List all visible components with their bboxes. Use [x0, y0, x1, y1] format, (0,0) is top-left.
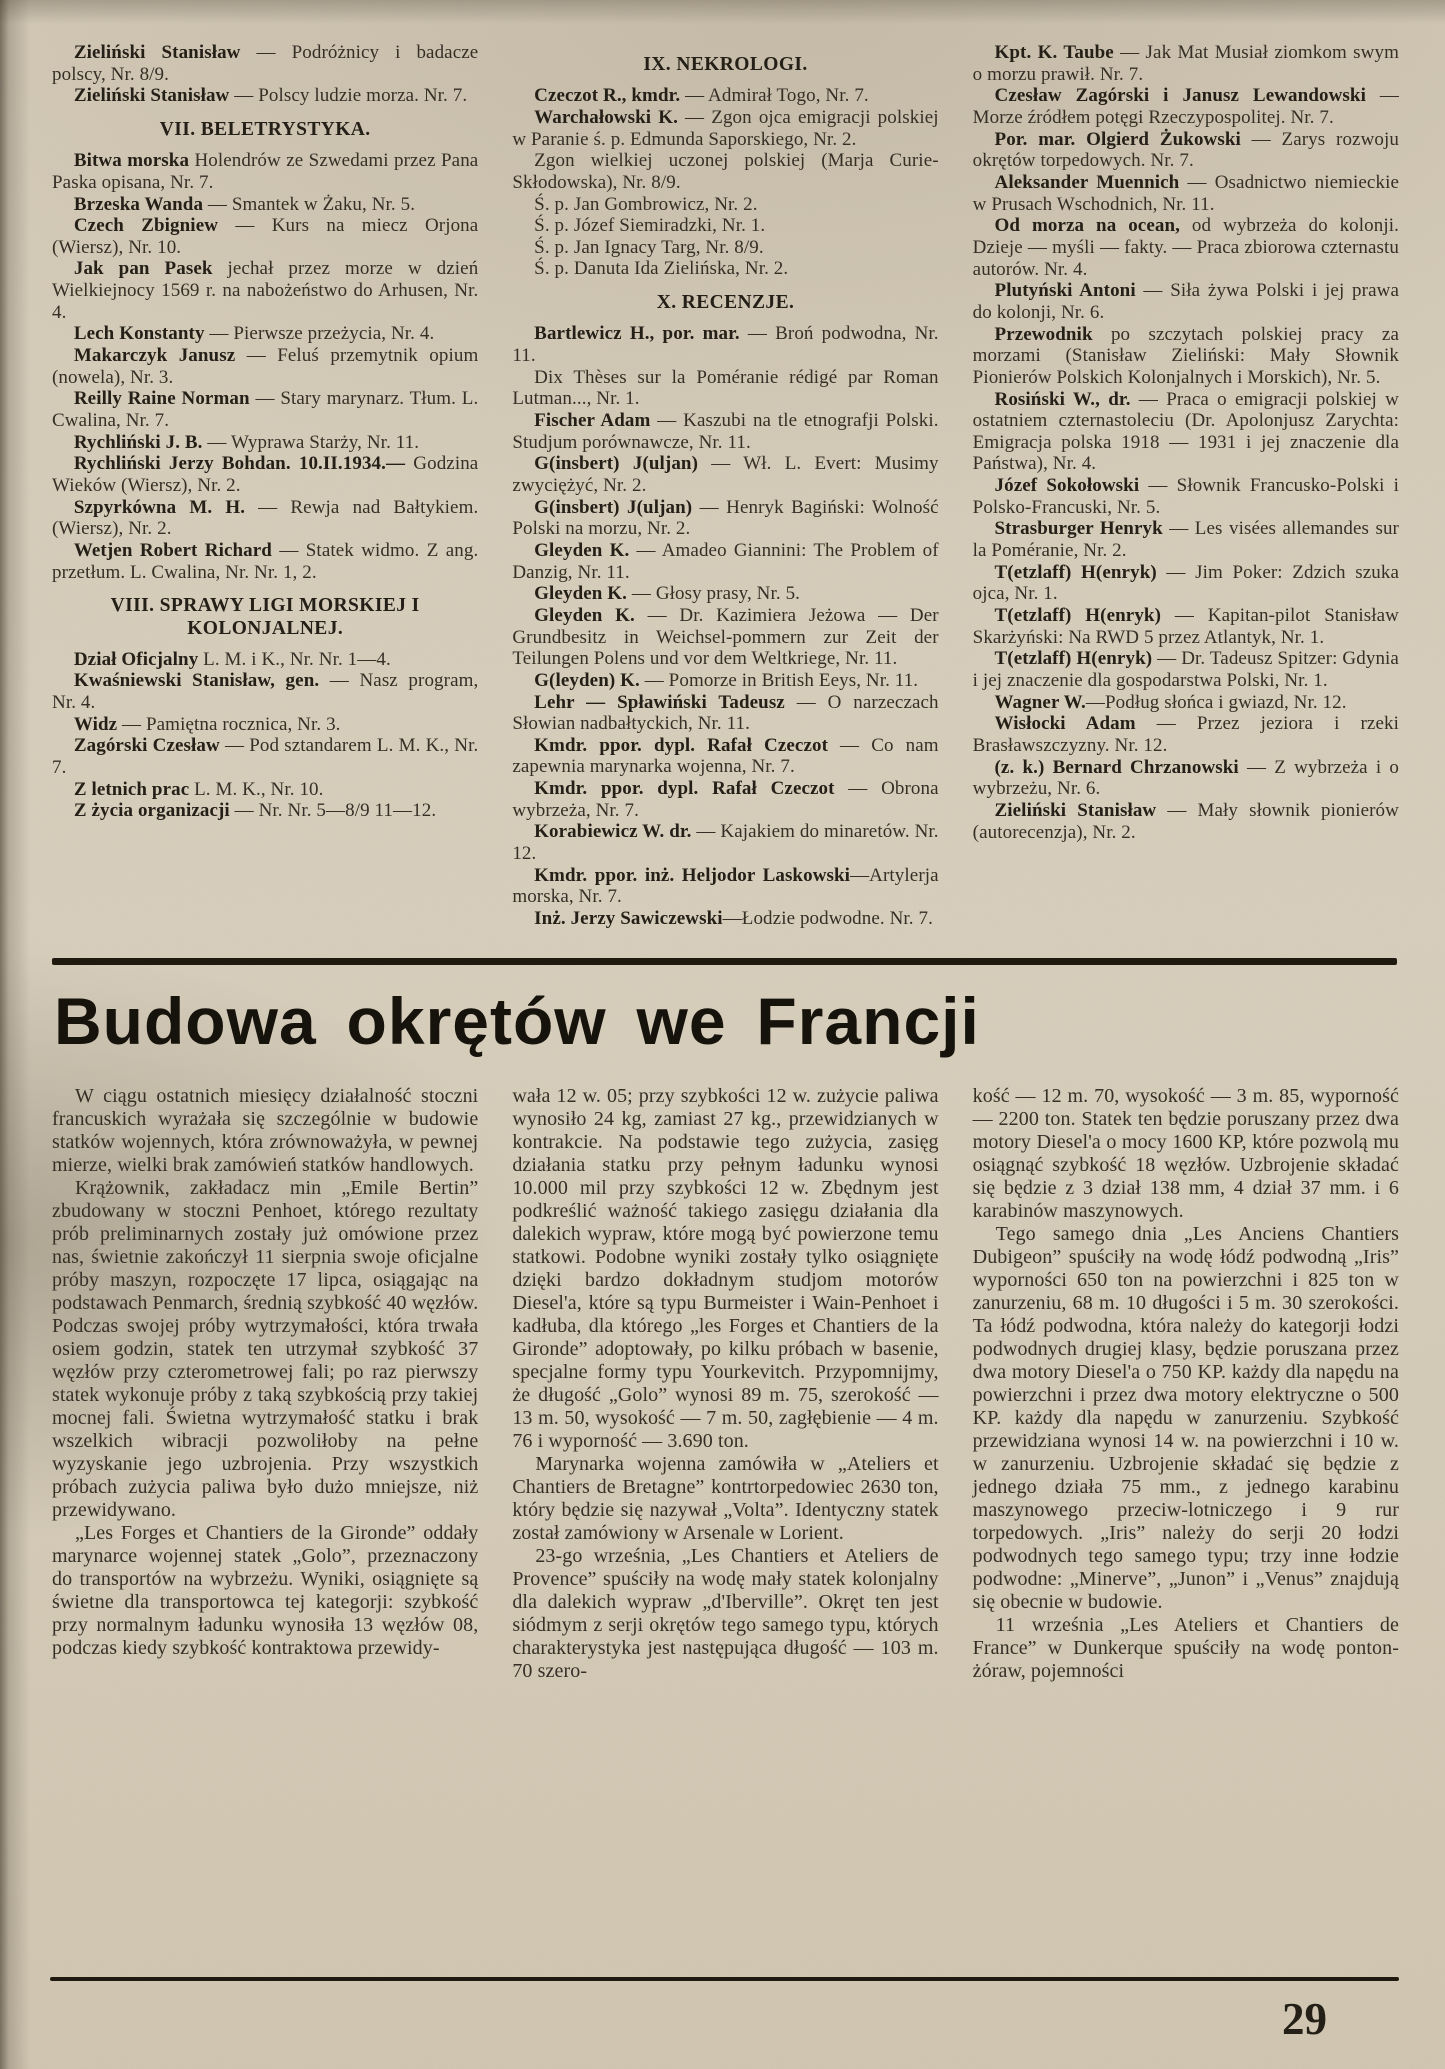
bib-column-3: [973, 42, 1399, 930]
bibliography-entry: Kmdr. ppor. inż. Heljodor Laskowski—Artylerja morska, Nr. 7.: [512, 864, 939, 908]
bibliography-entry: Jak pan Pasek jechał przez morze w dzień Wielkiejnocy 1569 r. na nabożeństwo do Arhusen, Nr. 4.: [52, 258, 479, 323]
bibliography-entry: Aleksander Muennich — Osadnictwo niemieckie w Prusach Wschodnich, Nr. 11.: [972, 171, 1399, 215]
bibliography-entry: Ś. p. Józef Siemiradzki, Nr. 1.: [534, 215, 766, 237]
article-paragraph: 11 września „Les Ateliers et Chantiers de France” w Dunkerque spuściły na wodę ponton-żóraw, pojemności: [972, 1613, 1399, 1682]
bibliography-entry: Wetjen Robert Richard — Statek widmo. Z ang. przetłum. L. Cwalina, Nr. Nr. 1, 2.: [52, 540, 479, 583]
bibliography-entry: Ś. p. Danuta Ida Zielińska, Nr. 2.: [534, 258, 789, 280]
bibliography-entry: Przewodnik po szczytach polskiej pracy za morzami (Stanisław Zieliński: Mały Słownik Pionierów Polskich Kolonjalnych i Morskich), Nr. 5.: [972, 323, 1399, 388]
section-heading: VII. BELETRYSTYKA.: [159, 118, 371, 140]
bibliography-entry: Gleyden K. — Dr. Kazimiera Jeżowa — Der Grundbesitz in Weichsel-pommern zur Zeit der Teilungen Polens und vor dem Weltkriege, Nr. 11.: [512, 604, 939, 670]
bibliography-entry: Kmdr. ppor. dypl. Rafał Czeczot — Co nam zapewnia marynarka wojenna, Nr. 7.: [512, 734, 939, 778]
bibliography-entry: Plutyński Antoni — Siła żywa Polski i jej prawa do kolonji, Nr. 6.: [972, 280, 1399, 323]
bibliography-entry: Lech Konstanty — Pierwsze przeżycia, Nr. 4.: [73, 323, 435, 345]
bibliography-entry: Ś. p. Jan Ignacy Targ, Nr. 8/9.: [534, 236, 764, 258]
bibliography-entry: Lehr — Spławiński Tadeusz — O narzeczach Słowian nadbałtyckich, Nr. 11.: [512, 691, 939, 735]
article-paragraph: kość — 12 m. 70, wysokość — 3 m. 85, wyporność — 2200 ton. Statek ten będzie poruszany przez dwa motory Diesel'a o mocy 1600 KP, które pozwolą mu osiągnąć szybkość 18 węzłów. Uzbrojenie składać się będzie z 3 dział 138 mm, 4 dział 37 mm. i 6 karabinów maszynowych.: [972, 1084, 1399, 1222]
bibliography-entry: Józef Sokołowski — Słownik Francusko-Polski i Polsko-Francuski, Nr. 5.: [972, 475, 1399, 518]
bibliography-entry: G(leyden) K. — Pomorze in British Eeys, Nr. 11.: [534, 669, 919, 691]
bibliography-entry: T(etzlaff) H(enryk) — Kapitan-pilot Stanisław Skarżyński: Na RWD 5 przez Atlantyk, Nr. 1.: [972, 605, 1399, 648]
bibliography-entry: Fischer Adam — Kaszubi na tle etnografji Polski. Studjum porównawcze, Nr. 11.: [512, 409, 939, 453]
bibliography-entry: Ś. p. Jan Gombrowicz, Nr. 2.: [534, 193, 758, 215]
bibliography-entry: Zgon wielkiej uczonej polskiej (Marja Curie-Skłodowska), Nr. 8/9.: [512, 150, 939, 193]
bibliography-entry: Zagórski Czesław — Pod sztandarem L. M. K., Nr. 7.: [52, 735, 479, 779]
bibliography-entry: Strasburger Henryk — Les visées allemandes sur la Poméranie, Nr. 2.: [972, 518, 1399, 562]
bibliography-entry: Brzeska Wanda — Smantek w Żaku, Nr. 5.: [73, 193, 416, 215]
bibliography-entry: Zieliński Stanisław — Mały słownik pionierów (autorecenzja), Nr. 2.: [972, 799, 1399, 843]
article-paragraph: Krążownik, zakładacz min „Emile Bertin” zbudowany w stoczni Penhoet, którego rezultaty prób preliminarnych zostały już omówione przez nas, świetnie zakończył 11 sierpnia swoje oficjalne próby maszyn, rozpoczęte 17 lipca, osiągając na podstawach Penmarch, średnią szybkość 40 węzłów. Podczas swojej próby wytrzymałości, która trwała osiem godzin, statek ten utrzymał szybkość 37 węzłów przy czterometrowej fali; po raz pierwszy statek wykonuje próby z taką szybkością przy takiej mocnej fali. Świetna wytrzymałość statku i brak wszelkich wibracji pozwoliłoby na pełne wyzyskanie jego uzbrojenia. Przy wszystkich próbach zużycia paliwa było dużo mniejsze, niż przewidywano.: [52, 1176, 479, 1521]
bibliography-entry: Z letnich prac L. M. K., Nr. 10.: [73, 778, 324, 800]
bibliography-entry: Wagner W.—Podług słońca i gwiazd, Nr. 12.: [994, 691, 1347, 713]
bibliography-entry: Makarczyk Janusz — Feluś przemytnik opium (nowela), Nr. 3.: [52, 345, 479, 388]
section-heading: IX. NEKROLOGI.: [643, 54, 808, 75]
section-heading: X. RECENZJE.: [656, 292, 795, 314]
bibliography-entry: Rychliński J. B. — Wyprawa Starży, Nr. 11.: [73, 431, 420, 453]
article-paragraph: Marynarka wojenna zamówiła w „Ateliers et Chantiers de Bretagne” kontrtorpedowiec 2630 ton, który będzie się nazywał „Volta”. Identyczny statek został zamówiony w Arsenale w Lorient.: [512, 1452, 939, 1544]
bibliography-entry: Zieliński Stanisław — Polscy ludzie morza. Nr. 7.: [73, 85, 468, 107]
bibliography-entry: Szpyrkówna M. H. — Rewja nad Bałtykiem. (Wiersz), Nr. 2.: [52, 496, 479, 540]
bibliography-entry: Warchałowski K. — Zgon ojca emigracji polskiej w Paranie ś. p. Edmunda Saporskiego, Nr. 2.: [512, 106, 939, 150]
bibliography-entry: Kpt. K. Taube — Jak Mat Musiał ziomkom swym o morzu prawił. Nr. 7.: [972, 42, 1399, 85]
bibliography-entry: G(insbert) J(uljan) — Henryk Bagiński: Wolność Polski na morzu, Nr. 2.: [512, 496, 939, 540]
article-column-1: [52, 1085, 478, 1683]
bibliography-entry: Bartlewicz H., por. mar. — Broń podwodna, Nr. 11.: [512, 323, 939, 366]
article-column-2: [512, 1085, 938, 1683]
bibliography-entry: Por. mar. Olgierd Żukowski — Zarys rozwoju okrętów torpedowych. Nr. 7.: [972, 128, 1399, 172]
bibliography-entry: Inż. Jerzy Sawiczewski—Łodzie podwodne. Nr. 7.: [534, 908, 933, 930]
bibliography-entry: Gleyden K. — Głosy prasy, Nr. 5.: [534, 583, 801, 605]
bibliography-entry: Gleyden K. — Amadeo Giannini: The Problem of Danzig, Nr. 11.: [512, 539, 939, 583]
article-paragraph: 23-go września, „Les Chantiers et Ateliers de Provence” spuściły na wodę mały statek kolonjalny dla dalekich wypraw „d'Iberville”. Okręt ten jest siódmym z serji okrętów tego samego typu, których charakterystyka jest następująca długość — 103 m. 70 szero-: [512, 1544, 939, 1682]
bibliography-entry: T(etzlaff) H(enryk) — Jim Poker: Zdzich szuka ojca, Nr. 1.: [972, 561, 1399, 605]
bibliography-entry: Dix Thèses sur la Poméranie rédigé par Roman Lutman..., Nr. 1.: [512, 366, 939, 410]
article-column-3: [973, 1085, 1399, 1683]
article-paragraph: W ciągu ostatnich miesięcy działalność stoczni francuskich wyrażała się szczególnie w budowie statków wojennych, która zrównoważyła, w pewnej mierze, wielki brak zamówień statków handlowych.: [52, 1084, 479, 1176]
page-number: 29: [1282, 1994, 1327, 2044]
bibliography-entry: Wisłocki Adam — Przez jeziora i rzeki Brasławszczyzny. Nr. 12.: [972, 713, 1399, 756]
footer-rule: [50, 1977, 1399, 1981]
bibliography-entry: Kwaśniewski Stanisław, gen. — Nasz program, Nr. 4.: [52, 670, 479, 714]
article-paragraph: Tego samego dnia „Les Anciens Chantiers Dubigeon” spuściły na wodę łódź podwodną „Iris” wyporności 650 ton na powierzchni i 825 ton w zanurzeniu, 68 m. 10 długości i 5 m. 30 szerokości. Ta łódź podwodna, która należy do kategorji łodzi podwodnych drugiej klasy, będzie poruszana przez dwa motory Diesel'a o 750 KP. każdy dla napędu na powierzchni i przez dwa motory elektryczne o 500 KP. każdy dla napędu w zanurzeniu. Szybkość przewidziana wynosi 14 w. na powierzchni i 10 w. w zanurzeniu. Uzbrojenie składać się będzie z jednego działa 75 mm., z jednego karabinu maszynowego przeciw-lotniczego i 9 rur torpedowych. „Iris” należy do serji 20 łodzi podwodnych tego samego typu; trzy inne łodzie podwodne: „Minerve”, „Junon” i „Venus” znajdują się obecnie w budowie.: [972, 1222, 1399, 1613]
bibliography-entry: Bitwa morska Holendrów ze Szwedami przez Pana Paska opisana, Nr. 7.: [52, 150, 479, 193]
bibliography-section: [52, 42, 1399, 930]
section-heading: VIII. SPRAWY LIGI MORSKIEJ I KOLONJALNEJ.: [110, 595, 420, 639]
bibliography-entry: Z życia organizacji — Nr. Nr. 5—8/9 11—12.: [73, 800, 437, 822]
bibliography-entry: Od morza na ocean, od wybrzeża do kolonji. Dzieje — myśli — fakty. — Praca zbiorowa czternastu autorów. Nr. 4.: [972, 215, 1399, 280]
article-body: [52, 1085, 1399, 1683]
bibliography-entry: Widz — Pamiętna rocznica, Nr. 3.: [73, 713, 341, 735]
bibliography-entry: T(etzlaff) H(enryk) — Dr. Tadeusz Spitzer: Gdynia i jej znaczenie dla gospodarstwa Polski, Nr. 1.: [972, 648, 1399, 692]
bibliography-entry: Zieliński Stanisław — Podróżnicy i badacze polscy, Nr. 8/9.: [52, 42, 479, 85]
bibliography-entry: Dział Oficjalny L. M. i K., Nr. Nr. 1—4.: [73, 648, 391, 670]
bibliography-entry: Czesław Zagórski i Janusz Lewandowski — Morze źródłem potęgi Rzeczypospolitej. Nr. 7.: [972, 85, 1399, 128]
article-paragraph: wała 12 w. 05; przy szybkości 12 w. zużycie paliwa wynosiło 24 kg, zamiast 27 kg., przewidzianych w kontrakcie. Na podstawie tego zużycia, zasięg działania statku przy pełnym ładunku wynosi 10.000 mil przy szybkości 12 w. Zbędnym jest podkreślić ważność takiego zasięgu działania dla dalekich wypraw, które mogą być powierzone temu statkowi. Podobne wyniki zostały tylko osiągnięte dzięki bardzo dokładnym studjom motorów Diesel'a, które są typu Burmeister i Wain-Penhoet i kadłuba, dla którego „les Forges et Chantiers de la Gironde” adoptowały, po kilku próbach w basenie, specjalne formy typu Yourkevitch. Przypomnijmy, że długość „Golo” wynosi 89 m. 75, szerokość — 13 m. 50, wysokość — 7 m. 50, zagłębienie — 4 m. 76 i wyporność — 3.690 ton.: [512, 1084, 939, 1452]
bibliography-entry: Kmdr. ppor. dypl. Rafał Czeczot — Obrona wybrzeża, Nr. 7.: [512, 778, 939, 821]
page-footer: [50, 1977, 1399, 2045]
article-paragraph: „Les Forges et Chantiers de la Gironde” oddały marynarce wojennej statek „Golo”, przeznaczony do transportów na wybrzeżu. Wyniki, osiągnięte są świetne dla transportowca tej kategorji: szybkość przy normalnym ładunku wynosiła 13 węzłów 08, podczas kiedy szybkość kontraktowa przewidy-: [52, 1521, 479, 1659]
bibliography-entry: Czeczot R., kmdr. — Admirał Togo, Nr. 7.: [534, 85, 869, 107]
article-headline: Budowa okrętów we Francji: [54, 983, 980, 1058]
bibliography-entry: Czech Zbigniew — Kurs na miecz Orjona (Wiersz), Nr. 10.: [52, 215, 479, 258]
bibliography-entry: Korabiewicz W. dr. — Kajakiem do minaretów. Nr. 12.: [512, 821, 939, 865]
bibliography-entry: Reilly Raine Norman — Stary marynarz. Tłum. L. Cwalina, Nr. 7.: [52, 388, 479, 432]
bibliography-entry: Rychliński Jerzy Bohdan. 10.II.1934.— Godzina Wieków (Wiersz), Nr. 2.: [52, 453, 479, 497]
bib-column-1: [52, 42, 478, 930]
bibliography-entry: Rosiński W., dr. — Praca o emigracji polskiej w ostatniem czternastoleciu (Dr. Apolonjusz Zarychta: Emigracja polska 1918 — 1931 i jej znaczenie dla Państwa), Nr. 4.: [972, 388, 1399, 475]
bib-column-2: [512, 42, 938, 930]
headline-rule: [52, 958, 1397, 965]
bibliography-entry: G(insbert) J(uljan) — Wł. L. Evert: Musimy zwyciężyć, Nr. 2.: [512, 453, 939, 496]
bibliography-entry: (z. k.) Bernard Chrzanowski — Z wybrzeża i o wybrzeżu, Nr. 6.: [972, 756, 1399, 800]
